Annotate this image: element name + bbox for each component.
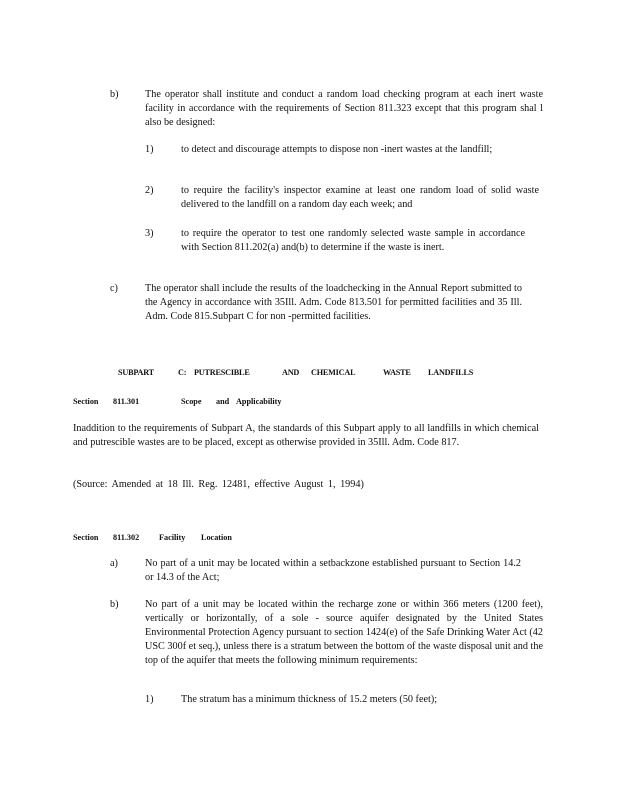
paragraph-b-2: to require the facility's inspector examine at least one random load of solid waste delivered to the landfill on a random day each week; and xyxy=(181,185,539,210)
section-title-word: and xyxy=(216,397,230,406)
item-marker: b) xyxy=(110,89,119,100)
source-note: (Source: Amended at 18 Ill. Reg. 12481, effective August 1, 1994) xyxy=(73,479,364,490)
paragraph-b: The operator shall institute and conduct a random load checking program at each inert waste facility in accordance with the requirements of Section 811.323 except that this program shal l also be designed: xyxy=(145,89,543,128)
item-marker: 1) xyxy=(145,144,154,155)
subpart-letter: C: xyxy=(178,368,187,377)
subpart-title-word: WASTE xyxy=(383,368,411,377)
item-marker: a) xyxy=(110,558,118,569)
item-marker: 3) xyxy=(145,228,154,239)
section-title-word: Location xyxy=(201,533,232,542)
item-marker: b) xyxy=(110,599,119,610)
section-title-word: Applicability xyxy=(236,397,282,406)
item-marker: 2) xyxy=(145,185,154,196)
item-marker: c) xyxy=(110,283,118,294)
paragraph-b-3: to require the operator to test one randomly selected waste sample in accordance with Section 811.202(a) and(b) to determine if the waste is inert. xyxy=(181,228,525,253)
paragraph-b-1: to detect and discourage attempts to dispose non -inert wastes at the landfill; xyxy=(181,144,493,155)
section-number: 811.302 xyxy=(113,533,140,542)
paragraph-c: The operator shall include the results of the loadchecking in the Annual Report submitted to the Agency in accordance with 35Ill. Adm. Code 813.501 for permitted facilities and 35 Ill. Adm. Code 815.Subpart C for non -permitted facilities. xyxy=(145,283,522,322)
section-title-word: Facility xyxy=(159,533,186,542)
subpart-title-word: AND xyxy=(282,368,300,377)
item-marker: 1) xyxy=(145,694,154,705)
section-301-body: Inaddition to the requirements of Subpart A, the standards of this Subpart apply to all landfills in which chemical and putrescible wastes are to be placed, except as otherwise provided in 35Ill. Adm. Code 817. xyxy=(73,423,539,448)
paragraph-302-b-1: The stratum has a minimum thickness of 15.2 meters (50 feet); xyxy=(181,694,438,705)
section-title-word: Scope xyxy=(181,397,202,406)
paragraph-302-b: No part of a unit may be located within the recharge zone or within 366 meters (1200 feet), vertically or horizontally, of a sole - source aquifer designated by the United States Environmental Protection Agency pursuant to section 1424(e) of the Safe Drinking Water Act (42 USC 300f et seq.), unless there is a stratum between the bottom of the waste disposal unit and the top of the aquifer that meets the following minimum requirements: xyxy=(145,599,543,666)
subpart-title-word: LANDFILLS xyxy=(428,368,474,377)
paragraph-302-a: No part of a unit may be located within a setbackzone established pursuant to Section 14.2 or 14.3 of the Act; xyxy=(145,558,521,583)
section-word: Section xyxy=(73,533,99,542)
section-number: 811.301 xyxy=(113,397,140,406)
subpart-label: SUBPART xyxy=(118,368,154,377)
section-word: Section xyxy=(73,397,99,406)
subpart-title-word: PUTRESCIBLE xyxy=(194,368,250,377)
subpart-title-word: CHEMICAL xyxy=(311,368,356,377)
